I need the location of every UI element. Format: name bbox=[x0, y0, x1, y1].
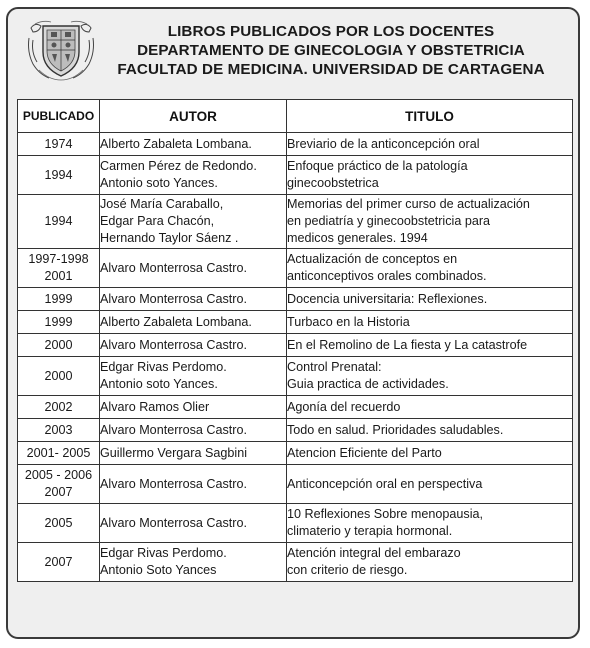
table-row bbox=[18, 543, 573, 582]
author-cell bbox=[100, 288, 287, 311]
author-cell-line: Edgar Rivas Perdomo. bbox=[100, 546, 227, 560]
title-cell bbox=[287, 465, 573, 504]
published-cell bbox=[18, 543, 100, 582]
title-cell-line: Agonía del recuerdo bbox=[287, 399, 401, 414]
header-line-2: DEPARTAMENTO DE GINECOLOGIA Y OBSTETRICIA bbox=[137, 42, 525, 59]
title-cell-line: Docencia universitaria: Reflexiones. bbox=[287, 291, 488, 306]
title-cell bbox=[287, 311, 573, 334]
table-row bbox=[18, 249, 573, 288]
table-row bbox=[18, 419, 573, 442]
title-cell-line: ginecoobstetrica bbox=[287, 176, 379, 190]
published-cell-line: 1974 bbox=[44, 136, 73, 151]
author-cell-line: Alvaro Monterrosa Castro. bbox=[100, 515, 247, 530]
title-cell bbox=[287, 133, 573, 156]
published-cell-line: 2005 - 2006 bbox=[24, 468, 93, 482]
published-cell-line: 2000 bbox=[44, 337, 73, 352]
published-cell bbox=[18, 195, 100, 249]
title-cell-line: Atención integral del embarazo bbox=[287, 546, 461, 560]
title-cell bbox=[287, 249, 573, 288]
author-cell bbox=[100, 419, 287, 442]
published-cell bbox=[18, 249, 100, 288]
author-cell-line: Edgar Rivas Perdomo. bbox=[100, 360, 227, 374]
title-cell bbox=[287, 357, 573, 396]
table-row bbox=[18, 156, 573, 195]
title-cell-line: 10 Reflexiones Sobre menopausia, bbox=[287, 507, 484, 521]
title-cell-line: Enfoque práctico de la patología bbox=[287, 159, 468, 173]
title-cell bbox=[287, 396, 573, 419]
published-cell bbox=[18, 419, 100, 442]
published-cell-line: 1994 bbox=[44, 214, 73, 228]
title-cell-line: con criterio de riesgo. bbox=[287, 563, 408, 577]
published-cell-line: 2003 bbox=[44, 422, 73, 437]
published-cell-line: 2002 bbox=[44, 399, 73, 414]
author-cell bbox=[100, 133, 287, 156]
author-cell-line: Alvaro Ramos Olier bbox=[100, 399, 210, 414]
published-cell-line: 1999 bbox=[44, 314, 73, 329]
university-seal-icon bbox=[25, 18, 97, 82]
title-cell-line: medicos generales. 1994 bbox=[287, 231, 428, 245]
title-cell-line: climaterio y terapia hormonal. bbox=[287, 524, 453, 538]
author-cell-line: Alvaro Monterrosa Castro. bbox=[100, 337, 247, 352]
author-cell-line: Alberto Zabaleta Lombana. bbox=[100, 136, 252, 151]
author-cell-line: Alvaro Monterrosa Castro. bbox=[100, 476, 247, 491]
published-cell-line: 2007 bbox=[44, 485, 73, 499]
author-cell-line: Antonio Soto Yances bbox=[100, 563, 217, 577]
title-cell-line: Anticoncepción oral en perspectiva bbox=[287, 476, 483, 491]
published-cell bbox=[18, 156, 100, 195]
table-row bbox=[18, 288, 573, 311]
table-row bbox=[18, 396, 573, 419]
title-cell-line: Control Prenatal: bbox=[287, 360, 382, 374]
published-cell bbox=[18, 311, 100, 334]
published-cell-line: 1999 bbox=[44, 291, 73, 306]
title-cell-line: Atencion Eficiente del Parto bbox=[287, 445, 442, 460]
published-cell-line: 1997-1998 bbox=[28, 252, 89, 266]
author-cell bbox=[100, 442, 287, 465]
author-cell-line: Antonio soto Yances. bbox=[100, 176, 218, 190]
books-table bbox=[17, 99, 573, 582]
author-cell-line: Alberto Zabaleta Lombana. bbox=[100, 314, 252, 329]
title-cell-line: en pediatría y ginecoobstetricia para bbox=[287, 214, 491, 228]
title-cell bbox=[287, 504, 573, 543]
header-line-1: LIBROS PUBLICADOS POR LOS DOCENTES bbox=[167, 23, 495, 40]
author-cell-line: José María Caraballo, bbox=[100, 197, 224, 211]
published-cell bbox=[18, 504, 100, 543]
table-row bbox=[18, 195, 573, 249]
author-cell bbox=[100, 311, 287, 334]
author-cell bbox=[100, 396, 287, 419]
author-cell bbox=[100, 334, 287, 357]
author-cell-line: Edgar Para Chacón, bbox=[100, 214, 215, 228]
title-cell-line: En el Remolino de La fiesta y La catastrofe bbox=[287, 337, 528, 352]
title-cell-line: Actualización de conceptos en bbox=[287, 252, 458, 266]
published-cell-line: 2000 bbox=[44, 368, 73, 383]
table-row bbox=[18, 334, 573, 357]
title-cell bbox=[287, 156, 573, 195]
column-header-title: TITULO bbox=[287, 100, 573, 133]
table-row bbox=[18, 133, 573, 156]
author-cell bbox=[100, 195, 287, 249]
table-header-row bbox=[18, 100, 573, 133]
published-cell bbox=[18, 357, 100, 396]
published-cell bbox=[18, 396, 100, 419]
published-cell-line: 2001 bbox=[44, 269, 73, 283]
title-cell bbox=[287, 543, 573, 582]
column-header-author: AUTOR bbox=[100, 100, 287, 133]
title-cell-line: Turbaco en la Historia bbox=[287, 314, 410, 329]
title-cell-line: Todo en salud. Prioridades saludables. bbox=[287, 422, 504, 437]
author-cell bbox=[100, 156, 287, 195]
title-cell bbox=[287, 442, 573, 465]
published-cell bbox=[18, 288, 100, 311]
published-cell bbox=[18, 465, 100, 504]
author-cell bbox=[100, 465, 287, 504]
author-cell-line: Alvaro Monterrosa Castro. bbox=[100, 422, 247, 437]
table-row bbox=[18, 357, 573, 396]
author-cell bbox=[100, 357, 287, 396]
table-row bbox=[18, 504, 573, 543]
title-cell-line: anticonceptivos orales combinados. bbox=[287, 269, 487, 283]
published-cell-line: 2007 bbox=[44, 554, 73, 569]
author-cell-line: Guillermo Vergara Sagbini bbox=[100, 445, 248, 460]
title-cell bbox=[287, 334, 573, 357]
author-cell bbox=[100, 543, 287, 582]
author-cell-line: Hernando Taylor Sáenz . bbox=[100, 231, 239, 245]
author-cell bbox=[100, 504, 287, 543]
title-cell bbox=[287, 288, 573, 311]
author-cell-line: Alvaro Monterrosa Castro. bbox=[100, 291, 247, 306]
published-cell-line: 1994 bbox=[44, 167, 73, 182]
author-cell bbox=[100, 249, 287, 288]
title-cell-line: Memorias del primer curso de actualización bbox=[287, 197, 530, 211]
table-row bbox=[18, 442, 573, 465]
title-cell-line: Breviario de la anticoncepción oral bbox=[287, 136, 480, 151]
author-cell-line: Alvaro Monterrosa Castro. bbox=[100, 260, 247, 275]
table-row bbox=[18, 311, 573, 334]
published-cell bbox=[18, 442, 100, 465]
title-cell bbox=[287, 419, 573, 442]
author-cell-line: Carmen Pérez de Redondo. bbox=[100, 159, 257, 173]
table-row bbox=[18, 465, 573, 504]
published-cell bbox=[18, 334, 100, 357]
published-cell-line: 2005 bbox=[44, 515, 73, 530]
header-line-3: FACULTAD DE MEDICINA. UNIVERSIDAD DE CARTAGENA bbox=[117, 61, 545, 78]
author-cell-line: Antonio soto Yances. bbox=[100, 377, 218, 391]
published-cell bbox=[18, 133, 100, 156]
title-cell-line: Guia practica de actividades. bbox=[287, 377, 449, 391]
column-header-published: PUBLICADO bbox=[18, 100, 100, 133]
page-header bbox=[100, 22, 562, 79]
title-cell bbox=[287, 195, 573, 249]
published-cell-line: 2001- 2005 bbox=[26, 445, 91, 460]
